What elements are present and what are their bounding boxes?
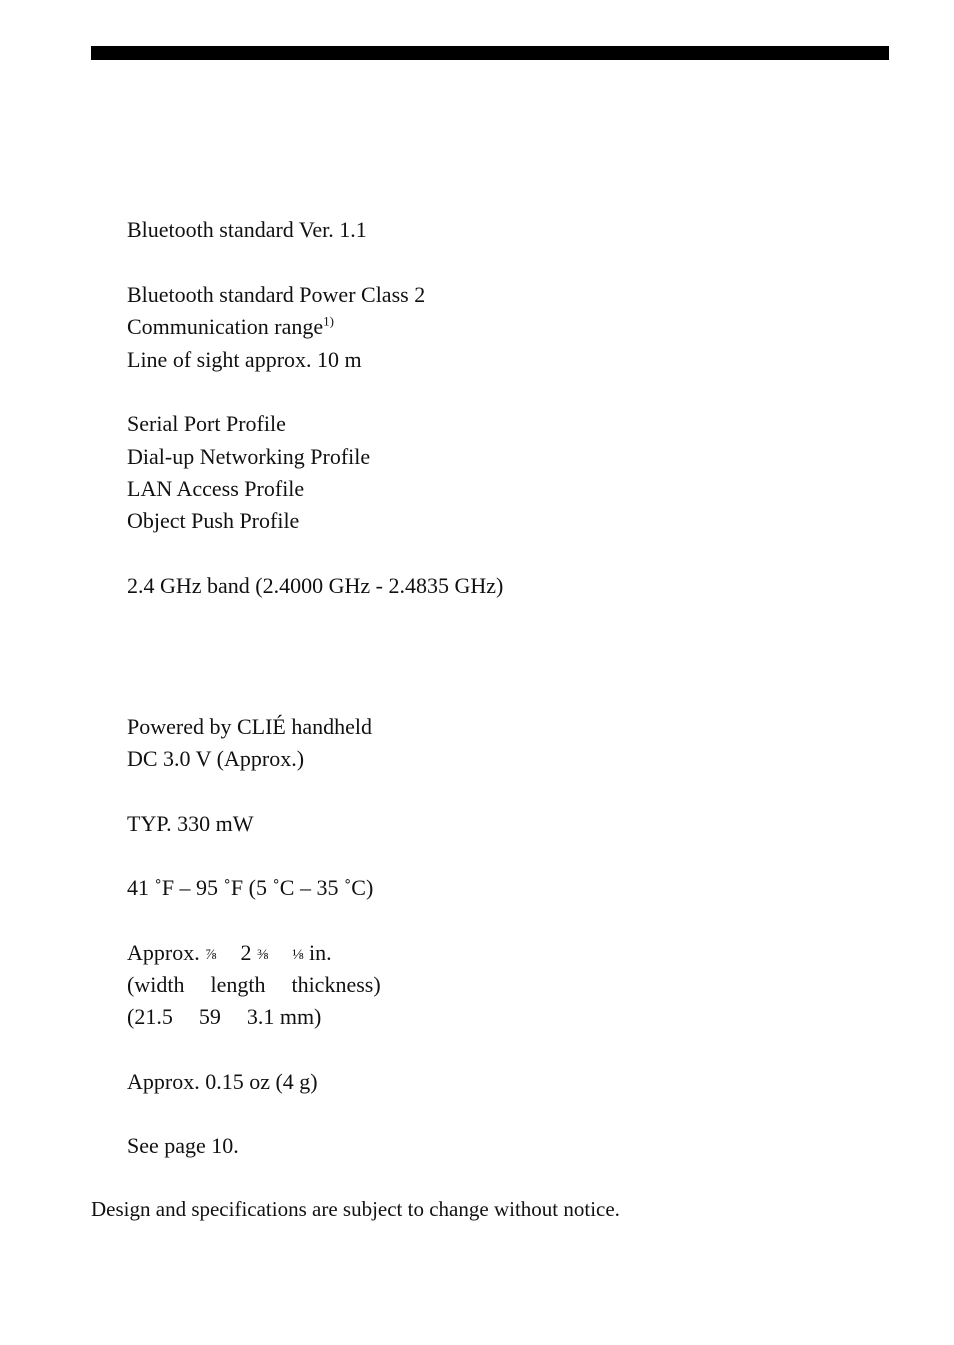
operating-temperature: 41 ˚F – 95 ˚F (5 ˚C – 35 ˚C) (127, 875, 374, 900)
length-whole: 2 (240, 940, 252, 965)
dimensions-metric (127, 1004, 321, 1030)
label-length: length (210, 972, 266, 997)
profile-item: Serial Port Profile (127, 411, 286, 436)
voltage: DC 3.0 V (Approx.) (127, 746, 305, 771)
dimensions-imperial (127, 940, 332, 969)
power-class: Bluetooth standard Power Class 2 (127, 282, 426, 307)
length-fraction: ⅜ (256, 947, 269, 963)
bluetooth-standard: Bluetooth standard Ver. 1.1 (127, 217, 367, 242)
profile-item: LAN Access Profile (127, 476, 305, 501)
communication-range (127, 314, 334, 340)
metric-thickness: 3.1 mm) (246, 1004, 322, 1029)
communication-range-label: Communication range (127, 314, 324, 339)
label-width: (width (127, 972, 185, 997)
line-of-sight: Line of sight approx. 10 m (127, 347, 362, 372)
power-source: Powered by CLIÉ handheld (127, 714, 372, 739)
dimensions-unit: in. (308, 940, 332, 965)
page-reference: See page 10. (127, 1133, 239, 1158)
metric-length: 59 (198, 1004, 221, 1029)
footnote-marker: 1) (323, 313, 334, 329)
power-consumption: TYP. 330 mW (127, 811, 254, 836)
frequency-band: 2.4 GHz band (2.4000 GHz - 2.4835 GHz) (127, 573, 504, 598)
width-fraction: ⅞ (205, 947, 217, 963)
label-thickness: thickness) (291, 972, 381, 997)
thickness-fraction: ⅛ (292, 947, 304, 963)
dimensions-prefix: Approx. (127, 940, 200, 965)
disclaimer-note: Design and specifications are subject to change without notice. (91, 1197, 620, 1221)
metric-width: (21.5 (127, 1004, 173, 1029)
profile-item: Dial-up Networking Profile (127, 444, 371, 469)
dimensions-labels (127, 972, 381, 998)
profile-item: Object Push Profile (127, 508, 300, 533)
weight: Approx. 0.15 oz (4 g) (127, 1069, 318, 1094)
header-rule (91, 46, 889, 60)
